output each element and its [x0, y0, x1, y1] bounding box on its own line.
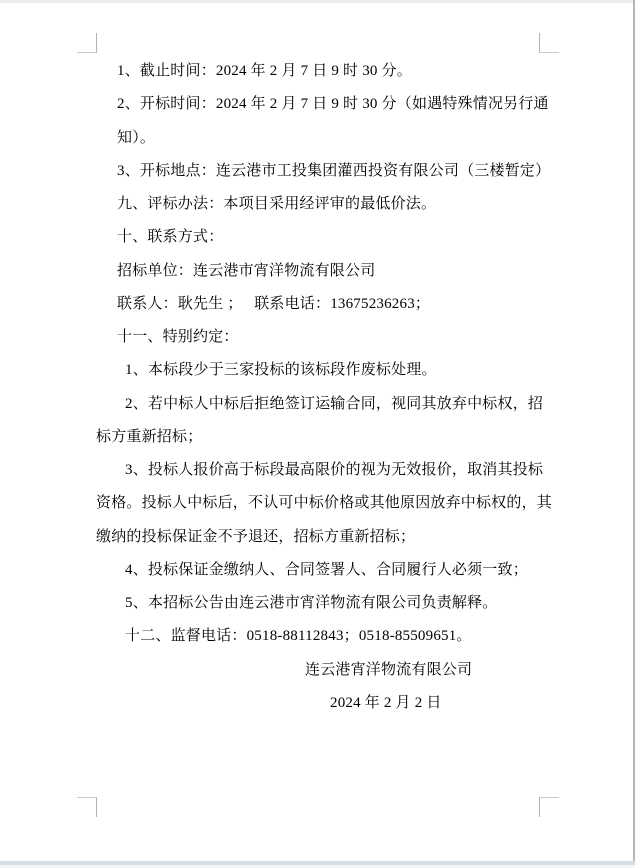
document-line: 十一、特别约定：	[117, 329, 239, 346]
document-line: 4、投标保证金缴纳人、合同签署人、合同履行人必须一致；	[125, 561, 528, 578]
margin-mark-top-right-icon	[539, 33, 559, 53]
document-line: 2024 年 2 月 2 日	[330, 694, 442, 711]
margin-mark-bottom-left-icon	[77, 797, 97, 817]
document-line: 2、开标时间：2024 年 2 月 7 日 9 时 30 分（如遇特殊情况另行通	[117, 96, 549, 113]
document-line: 招标单位：连云港市宵洋物流有限公司	[117, 262, 376, 279]
document-line: 九、评标办法：本项目采用经评审的最低价法。	[117, 196, 437, 213]
document-line: 联系人：耿先生 ； 联系电话：13675236263；	[117, 295, 431, 312]
document-line: 连云港宵洋物流有限公司	[305, 661, 473, 678]
document-line: 标方重新招标；	[96, 428, 203, 445]
document-line: 十、联系方式：	[117, 229, 224, 246]
margin-mark-bottom-right-icon	[539, 797, 559, 817]
document-line: 3、投标人报价高于标段最高限价的视为无效报价，取消其投标	[125, 462, 544, 479]
document-line: 十二、监督电话：0518-88112843；0518-85509651。	[125, 628, 472, 645]
window-top-edge	[0, 0, 635, 3]
document-line: 5、本招标公告由连云港市宵洋物流有限公司负责解释。	[125, 595, 498, 612]
document-line: 知）。	[117, 129, 156, 146]
document-line: 缴纳的投标保证金不予退还，招标方重新招标；	[96, 528, 416, 545]
document-line: 2、若中标人中标后拒绝签订运输合同，视同其放弃中标权，招	[125, 395, 544, 412]
document-line: 3、开标地点：连云港市工投集团灌西投资有限公司（三楼暂定）	[117, 162, 551, 179]
document-line: 资格。投标人中标后，不认可中标价格或其他原因放弃中标权的，其	[96, 495, 553, 512]
document-line: 1、本标段少于三家投标的该标段作废标处理。	[125, 362, 437, 379]
margin-mark-top-left-icon	[77, 33, 97, 53]
document-line: 1、截止时间：2024 年 2 月 7 日 9 时 30 分。	[117, 63, 412, 80]
document-body	[0, 53, 635, 718]
